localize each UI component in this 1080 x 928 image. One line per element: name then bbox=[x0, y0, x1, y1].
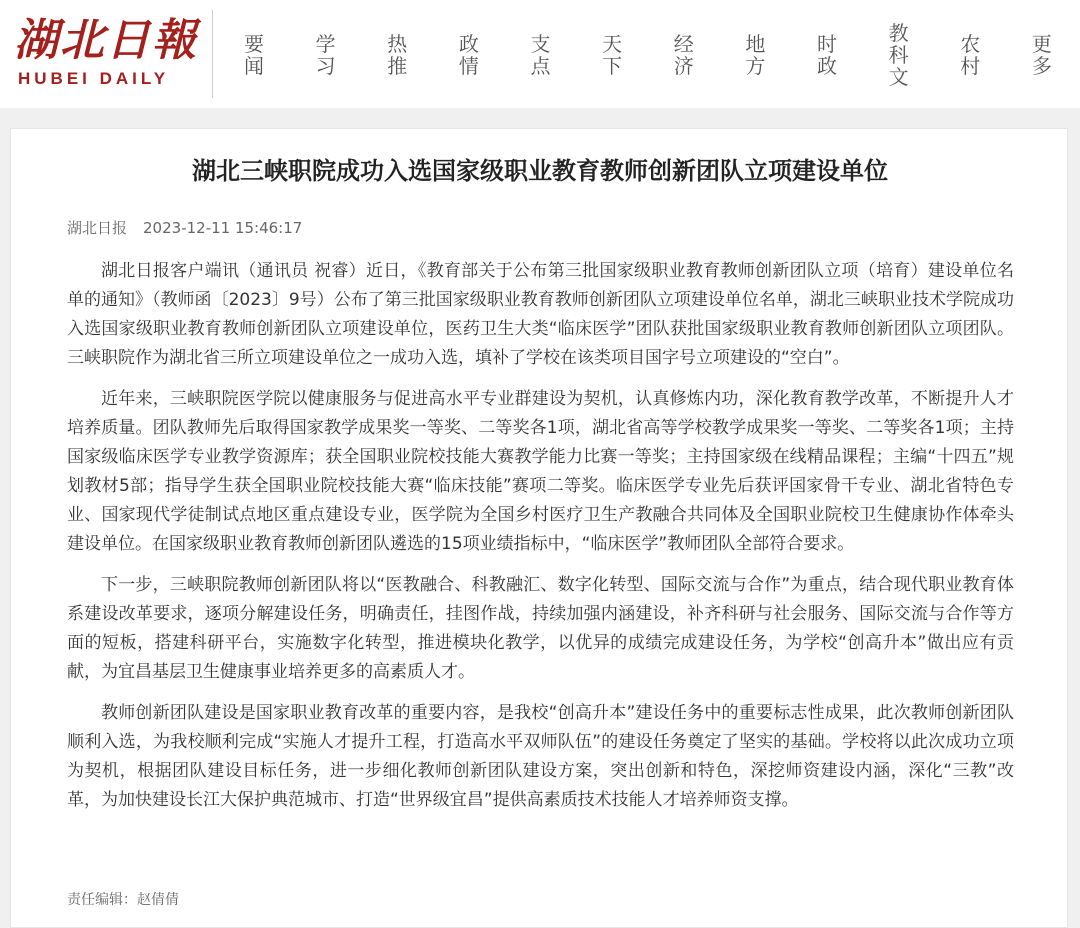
nav-item-difang[interactable]: 地方 bbox=[745, 32, 766, 78]
site-header bbox=[0, 0, 1080, 108]
responsible-editor: 责任编辑：赵倩倩 bbox=[67, 892, 179, 908]
nav-item-tianxia[interactable]: 天下 bbox=[602, 32, 623, 78]
nav-item-jiaokewen[interactable]: 教科文 bbox=[888, 21, 909, 89]
header-divider bbox=[212, 10, 213, 98]
article-paragraph: 下一步，三峡职院教师创新团队将以“医教融合、科教融汇、数字化转型、国际交流与合作”为重点，结合现代职业教育体系建设改革要求，逐项分解建设任务，明确责任，挂图作战，持续加强内涵建设，补齐科研与社会服务、国际交流与合作等方面的短板，搭建科研平台，实施数字化转型，推进模块化教学，以优异的成绩完成建设任务，为学校“创高升本”做出应有贡献，为宜昌基层卫生健康事业培养更多的高素质人才。 bbox=[67, 575, 1014, 682]
main-nav bbox=[236, 20, 1060, 90]
nav-item-gengduo[interactable]: 更多 bbox=[1031, 32, 1052, 78]
nav-item-nongcun[interactable]: 农村 bbox=[960, 32, 981, 78]
nav-item-jingji[interactable]: 经济 bbox=[673, 32, 694, 78]
article-title: 湖北三峡职院成功入选国家级职业教育教师创新团队立项建设单位 bbox=[192, 157, 888, 185]
logo-wordmark: 湖北日報 bbox=[14, 15, 198, 66]
article-datetime: 2023-12-11 15:46:17 bbox=[143, 219, 303, 237]
hubei-daily-logo[interactable] bbox=[10, 14, 200, 98]
nav-item-zhidian[interactable]: 支点 bbox=[530, 32, 551, 78]
nav-item-shizheng[interactable]: 时政 bbox=[817, 32, 837, 78]
article-meta bbox=[67, 217, 302, 238]
article-body bbox=[67, 257, 1014, 827]
article-paragraph: 湖北日报客户端讯（通讯员 祝睿）近日，《教育部关于公布第三批国家级职业教育教师创新团队立项（培育）建设单位名单的通知》（教师函〔2023〕9号）公布了第三批国家级职业教育教师创新团队立项建设单位名单，湖北三峡职业技术学院成功入选国家级职业教育教师创新团队立项建设单位，医药卫生大类“临床医学”团队获批国家级职业教育教师创新团队立项团队。三峡职院作为湖北省三所立项建设单位之一成功入选，填补了学校在该类项目国字号立项建设的“空白”。 bbox=[67, 261, 1014, 368]
nav-item-retui[interactable]: 热推 bbox=[387, 32, 408, 78]
article-paragraph: 教师创新团队建设是国家职业教育改革的重要内容，是我校“创高升本”建设任务中的重要标志性成果，此次教师创新团队顺利入选，为我校顺利完成“实施人才提升工程，打造高水平双师队伍”的建设任务奠定了坚实的基础。学校将以此次成功立项为契机，根据团队建设目标任务，进一步细化教师创新团队建设方案，突出创新和特色，深挖师资建设内涵，深化“三教”改革，为加快建设长江大保护典范城市、打造“世界级宜昌”提供高素质技术技能人才培养师资支撑。 bbox=[67, 703, 1014, 810]
article-source: 湖北日报 bbox=[67, 219, 128, 237]
logo-english: HUBEI DAILY bbox=[18, 69, 170, 88]
nav-item-yaowen[interactable]: 要闻 bbox=[244, 32, 264, 78]
article-card bbox=[10, 128, 1068, 928]
nav-item-zhengqing[interactable]: 政情 bbox=[458, 32, 479, 78]
article-paragraph: 近年来，三峡职院医学院以健康服务与促进高水平专业群建设为契机，认真修炼内功，深化教育教学改革，不断提升人才培养质量。团队教师先后取得国家教学成果奖一等奖、二等奖各1项，湖北省高等学校教学成果奖一等奖、二等奖各1项；主持国家级临床医学专业教学资源库；获全国职业院校技能大赛教学能力比赛一等奖；主持国家级在线精品课程；主编“十四五”规划教材5部；指导学生获全国职业院校技能大赛“临床技能”赛项二等奖。临床医学专业先后获评国家骨干专业、湖北省特色专业、国家现代学徒制试点地区重点建设专业，医学院为全国乡村医疗卫生产教融合共同体及全国职业院校卫生健康协作体牵头建设单位。在国家级职业教育教师创新团队遴选的15项业绩指标中，“临床医学”教师团队全部符合要求。 bbox=[67, 389, 1014, 554]
nav-item-xuexi[interactable]: 学习 bbox=[315, 32, 336, 78]
